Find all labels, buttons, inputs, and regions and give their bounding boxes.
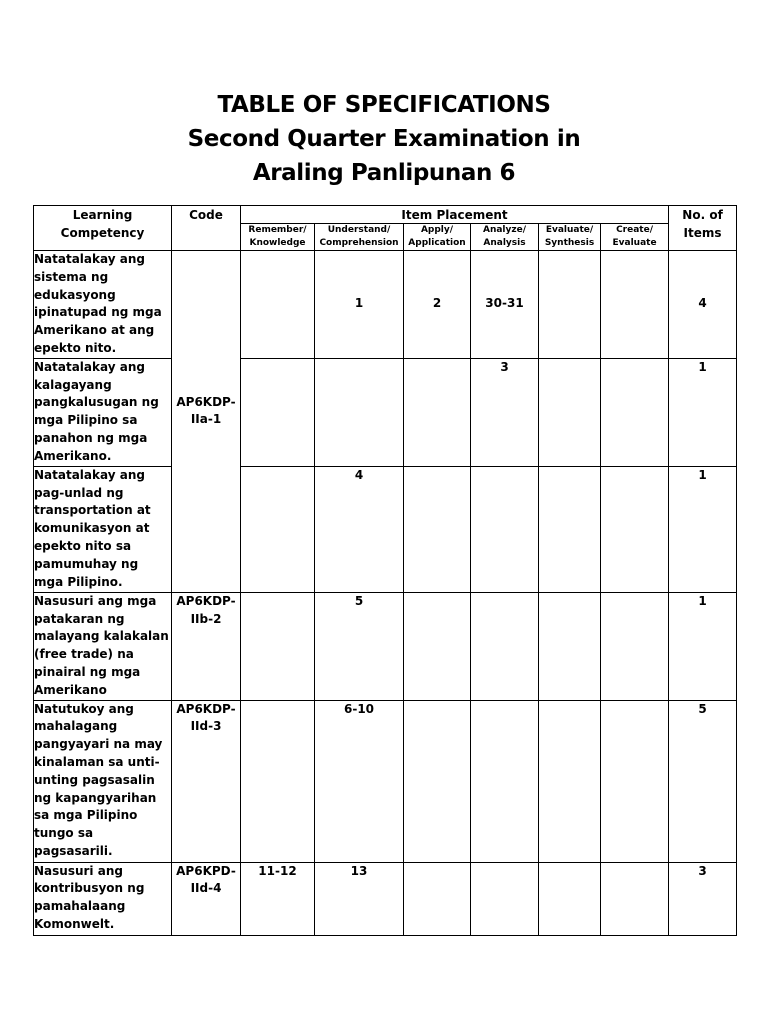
table-row: [34, 592, 737, 700]
header-code: Code: [172, 206, 241, 251]
table-row: [34, 466, 737, 592]
create-cell: [601, 466, 669, 592]
create-cell: [601, 700, 669, 862]
document-title: [0, 88, 768, 190]
header-level-understand: Understand/ Comprehension: [315, 224, 404, 251]
understand-cell: 5: [315, 592, 404, 700]
items-cell: 5: [669, 700, 737, 862]
remember-cell: [241, 358, 315, 466]
apply-cell: 2: [404, 251, 471, 359]
remember-cell: [241, 592, 315, 700]
code-cell: AP6KPD- IId-4: [172, 862, 241, 935]
evaluate-cell: [539, 862, 601, 935]
header-competency: Learning Competency: [34, 206, 172, 251]
code-cell: AP6KDP- IId-3: [172, 700, 241, 862]
analyze-cell: [471, 592, 539, 700]
analyze-cell: [471, 466, 539, 592]
evaluate-cell: [539, 700, 601, 862]
analyze-cell: [471, 700, 539, 862]
evaluate-cell: [539, 592, 601, 700]
table-row: [34, 700, 737, 862]
table-row: [34, 862, 737, 935]
items-cell: 1: [669, 466, 737, 592]
header-level-remember: Remember/ Knowledge: [241, 224, 315, 251]
create-cell: [601, 862, 669, 935]
competency-cell: Nasusuri ang mga patakaran ng malayang kalakalan (free trade) na pinairal ng mga Amerikano: [34, 592, 172, 700]
code-cell: AP6KDP- IIa-1: [172, 251, 241, 593]
create-cell: [601, 251, 669, 359]
apply-cell: [404, 358, 471, 466]
apply-cell: [404, 592, 471, 700]
apply-cell: [404, 700, 471, 862]
code-cell: AP6KDP- IIb-2: [172, 592, 241, 700]
evaluate-cell: [539, 251, 601, 359]
understand-cell: 13: [315, 862, 404, 935]
competency-cell: Natatalakay ang kalagayang pangkalusugan ng mga Pilipino sa panahon ng mga Amerikano.: [34, 358, 172, 466]
remember-cell: [241, 466, 315, 592]
header-level-create: Create/ Evaluate: [601, 224, 669, 251]
analyze-cell: 3: [471, 358, 539, 466]
header-level-apply: Apply/ Application: [404, 224, 471, 251]
evaluate-cell: [539, 466, 601, 592]
table-row: [34, 358, 737, 466]
header-no-of-items: No. of Items: [669, 206, 737, 251]
items-cell: 1: [669, 358, 737, 466]
items-cell: 3: [669, 862, 737, 935]
competency-cell: Nasusuri ang kontribusyon ng pamahalaang Komonwelt.: [34, 862, 172, 935]
remember-cell: 11-12: [241, 862, 315, 935]
remember-cell: [241, 700, 315, 862]
title-line-3: Araling Panlipunan 6: [252, 160, 516, 186]
header-row: [34, 206, 737, 224]
items-cell: 1: [669, 592, 737, 700]
specifications-table: [33, 205, 737, 936]
remember-cell: [241, 251, 315, 359]
table-row: [34, 251, 737, 359]
understand-cell: [315, 358, 404, 466]
analyze-cell: 30-31: [471, 251, 539, 359]
header-level-evaluate: Evaluate/ Synthesis: [539, 224, 601, 251]
analyze-cell: [471, 862, 539, 935]
understand-cell: 1: [315, 251, 404, 359]
understand-cell: 4: [315, 466, 404, 592]
apply-cell: [404, 862, 471, 935]
apply-cell: [404, 466, 471, 592]
competency-cell: Natatalakay ang pag-unlad ng transportation at komunikasyon at epekto nito sa pamumuhay ng mga Pilipino.: [34, 466, 172, 592]
competency-cell: Natutukoy ang mahalagang pangyayari na may kinalaman sa unti-unting pagsasalin ng kapangyarihan sa mga Pilipino tungo sa pagsasarili.: [34, 700, 172, 862]
items-cell: 4: [669, 251, 737, 359]
header-item-placement: Item Placement: [241, 206, 669, 224]
create-cell: [601, 358, 669, 466]
title-line-1: TABLE OF SPECIFICATIONS: [217, 92, 551, 118]
evaluate-cell: [539, 358, 601, 466]
title-line-2: Second Quarter Examination in: [187, 126, 581, 152]
understand-cell: 6-10: [315, 700, 404, 862]
competency-cell: Natatalakay ang sistema ng edukasyong ipinatupad ng mga Amerikano at ang epekto nito.: [34, 251, 172, 359]
create-cell: [601, 592, 669, 700]
header-level-analyze: Analyze/ Analysis: [471, 224, 539, 251]
